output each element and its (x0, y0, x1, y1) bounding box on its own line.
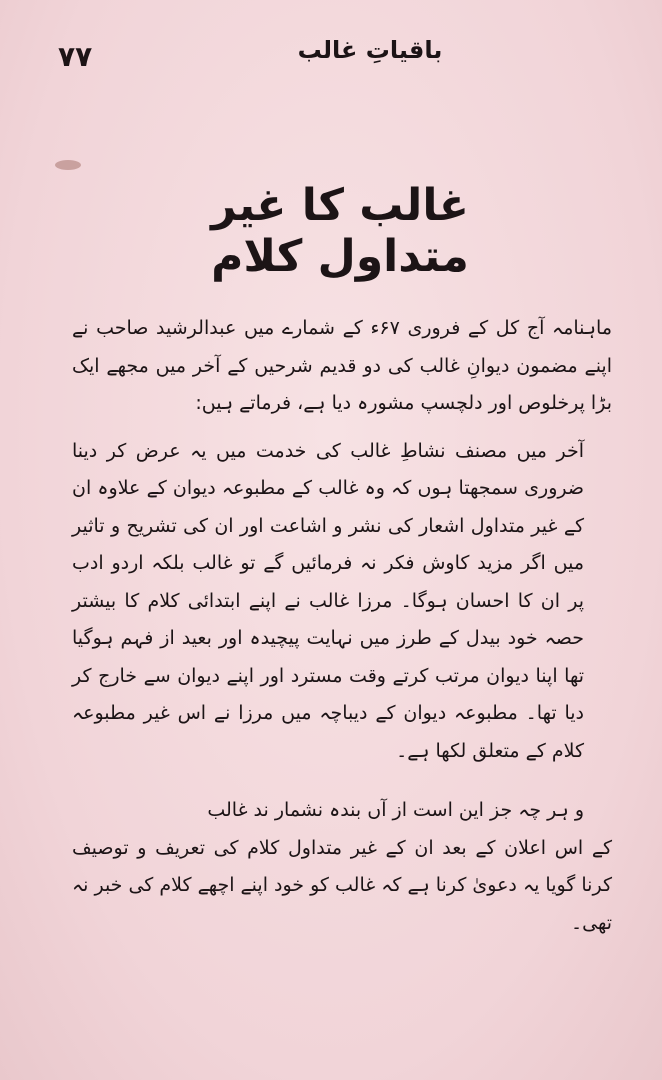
page-number: ۷۷ (58, 40, 93, 73)
paragraph-persian-verse: و ہر چہ جز این است از آں بندہ نشمار ند غالب (207, 799, 584, 821)
paragraph-closing: کے اس اعلان کے بعد ان کے غیر متداول کلام کی تعریف و توصیف کرنا گویا یہ دعویٰ کرنا ہے کہ غالب کو خود اپنے اچھے کلام کی خبر نہ تھی۔ (72, 836, 612, 934)
paper-stain (55, 160, 81, 170)
paragraph-intro: ماہنامہ آج کل کے فروری ۶۷ء کے شمارے میں عبدالرشید صاحب نے اپنے مضمون دیوانِ غالب کی دو قدیم شرحیں کے آخر میں مجھے ایک بڑا پرخلوص اور دلچسپ مشورہ دیا ہے، فرماتے ہیں: (72, 317, 612, 414)
running-title: باقیاتِ غالب (297, 36, 443, 64)
paragraph-quote: آخر میں مصنف نشاطِ غالب کی خدمت میں یہ عرض کر دینا ضروری سمجھتا ہوں کہ وہ غالب کے مطبوعہ دیوان کے علاوہ ان کے غیر متداول اشعار کی نشر و اشاعت اور ان کی تشریح و تاثیر میں اگر مزید کاوش فکر نہ فرمائیں گے تو غالب بلکہ اردو ادب پر ان کا احسان ہوگا۔ مرزا غالب نے اپنے ابتدائی کلام کا بیشتر حصہ خود بیدل کے طرز میں نہایت پیچیدہ اور بعید از فہم ہوگیا تھا اپنا دیوان مرتب کرتے وقت مسترد اور اپنے دیوان سے خارج کر دیا تھا۔ مطبوعہ دیوان کے دیباچہ میں مرزا نے اس غیر مطبوعہ کلام کے متعلق لکھا ہے۔ (72, 439, 584, 762)
body-text (72, 310, 612, 942)
chapter-title: غالب کا غیر متداول کلام (211, 180, 469, 282)
